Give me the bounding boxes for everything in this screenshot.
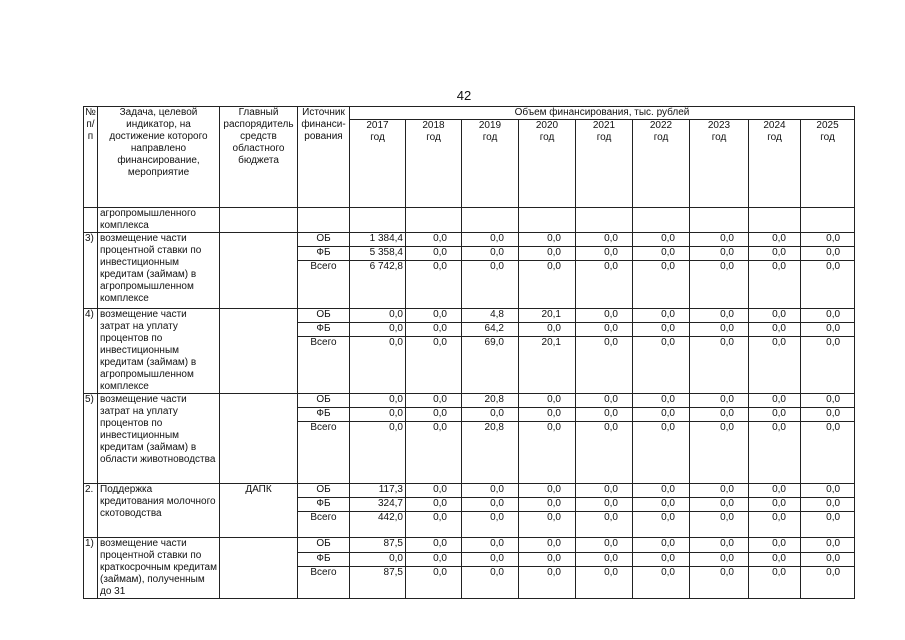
row-value [801, 208, 855, 233]
row-value: 0,0 [749, 552, 801, 567]
row-value: 0,0 [462, 567, 519, 599]
row-value: 0,0 [633, 337, 690, 394]
row-value: 0,0 [690, 337, 749, 394]
row-value: 0,0 [462, 408, 519, 422]
row-value: 0,0 [749, 309, 801, 323]
header-year: 2024 год [749, 120, 801, 208]
row-value: 0,0 [406, 552, 462, 567]
header-year: 2023 год [690, 120, 749, 208]
row-source: Всего [298, 261, 350, 309]
row-value: 0,0 [406, 567, 462, 599]
row-value: 0,0 [576, 498, 633, 512]
row-value: 0,0 [633, 323, 690, 337]
row-value: 0,0 [576, 309, 633, 323]
row-task: возмещение части затрат на уплату процентов по инвестиционным кредитам (займам) в области животноводства [98, 394, 220, 484]
row-value: 4,8 [462, 309, 519, 323]
row-task: возмещение части процентной ставки по краткосрочным кредитам (займам), полученным до 31 [98, 538, 220, 599]
row-value [462, 208, 519, 233]
row-value: 0,0 [406, 394, 462, 408]
row-value: 0,0 [576, 233, 633, 247]
row-source: ФБ [298, 498, 350, 512]
row-value: 0,0 [633, 484, 690, 498]
header-volume: Объем финансирования, тыс. рублей [350, 107, 855, 120]
row-value: 0,0 [519, 498, 576, 512]
row-value: 0,0 [801, 261, 855, 309]
row-value: 0,0 [801, 337, 855, 394]
row-value: 0,0 [406, 337, 462, 394]
row-value: 20,8 [462, 394, 519, 408]
row-manager [220, 309, 298, 394]
row-value: 0,0 [576, 261, 633, 309]
row-value: 0,0 [749, 394, 801, 408]
row-value [350, 208, 406, 233]
row-manager [220, 538, 298, 599]
row-task: Поддержка кредитования молочного скотоводства [98, 484, 220, 538]
row-source: ФБ [298, 323, 350, 337]
row-value: 0,0 [576, 512, 633, 538]
row-value: 0,0 [462, 233, 519, 247]
row-value: 0,0 [519, 484, 576, 498]
row-value: 0,0 [576, 422, 633, 484]
row-num [84, 208, 98, 233]
row-value: 0,0 [633, 408, 690, 422]
row-task: возмещение части затрат на уплату процентов по инвестиционным кредитам (займам) в агропромышленном комплексе [98, 309, 220, 394]
table-row [84, 208, 855, 233]
table-row [84, 538, 855, 553]
row-value: 0,0 [633, 512, 690, 538]
row-num: 4) [84, 309, 98, 394]
row-value [406, 208, 462, 233]
row-value: 0,0 [749, 484, 801, 498]
row-num: 1) [84, 538, 98, 599]
row-source: ОБ [298, 233, 350, 247]
row-value: 0,0 [406, 247, 462, 261]
row-value: 442,0 [350, 512, 406, 538]
header-year: 2017 год [350, 120, 406, 208]
row-value: 0,0 [462, 552, 519, 567]
row-value: 0,0 [801, 323, 855, 337]
row-value: 0,0 [749, 337, 801, 394]
row-value: 0,0 [350, 422, 406, 484]
row-value: 0,0 [519, 567, 576, 599]
table-row [84, 233, 855, 247]
row-value [519, 208, 576, 233]
row-value: 20,1 [519, 309, 576, 323]
row-value: 0,0 [519, 247, 576, 261]
row-value: 0,0 [801, 538, 855, 553]
row-value: 0,0 [576, 567, 633, 599]
row-value: 0,0 [633, 422, 690, 484]
row-value: 0,0 [690, 498, 749, 512]
row-value: 0,0 [350, 323, 406, 337]
row-value [633, 208, 690, 233]
row-value: 0,0 [749, 498, 801, 512]
table-row [84, 309, 855, 323]
row-value: 0,0 [749, 538, 801, 553]
row-value: 0,0 [801, 567, 855, 599]
row-value: 0,0 [350, 552, 406, 567]
row-value: 20,1 [519, 337, 576, 394]
row-value: 0,0 [519, 233, 576, 247]
row-value: 0,0 [690, 323, 749, 337]
header-task: Задача, целевой индикатор, на достижение которого направлено финансирование, мероприятие [98, 107, 220, 208]
row-value: 0,0 [749, 567, 801, 599]
row-value: 0,0 [690, 422, 749, 484]
row-num: 2. [84, 484, 98, 538]
row-manager: ДАПК [220, 484, 298, 538]
row-value: 0,0 [462, 512, 519, 538]
row-value: 117,3 [350, 484, 406, 498]
row-value: 0,0 [690, 512, 749, 538]
row-value: 0,0 [690, 247, 749, 261]
header-year: 2022 год [633, 120, 690, 208]
header-year: 2021 год [576, 120, 633, 208]
row-value: 0,0 [633, 498, 690, 512]
row-value: 0,0 [690, 261, 749, 309]
table-row [84, 394, 855, 408]
row-value: 0,0 [801, 309, 855, 323]
row-value: 0,0 [350, 408, 406, 422]
row-source: ОБ [298, 538, 350, 553]
row-value: 0,0 [690, 552, 749, 567]
row-value: 0,0 [633, 233, 690, 247]
row-value: 0,0 [801, 498, 855, 512]
row-value: 6 742,8 [350, 261, 406, 309]
row-value: 0,0 [801, 394, 855, 408]
row-value: 0,0 [406, 484, 462, 498]
row-value: 0,0 [576, 408, 633, 422]
row-value: 87,5 [350, 538, 406, 553]
header-year: 2019 год [462, 120, 519, 208]
row-value: 0,0 [801, 233, 855, 247]
row-value: 0,0 [801, 422, 855, 484]
row-source: ОБ [298, 484, 350, 498]
row-manager [220, 233, 298, 309]
row-value: 0,0 [749, 247, 801, 261]
row-value: 0,0 [801, 512, 855, 538]
row-source: Всего [298, 337, 350, 394]
header-num: № п/п [84, 107, 98, 208]
row-value [690, 208, 749, 233]
row-value: 0,0 [406, 309, 462, 323]
row-value: 0,0 [462, 247, 519, 261]
row-value: 0,0 [519, 408, 576, 422]
row-value: 0,0 [690, 394, 749, 408]
row-value: 0,0 [690, 233, 749, 247]
row-value: 0,0 [519, 538, 576, 553]
row-source: Всего [298, 567, 350, 599]
row-value: 0,0 [519, 552, 576, 567]
row-value: 0,0 [633, 247, 690, 261]
row-value: 0,0 [633, 261, 690, 309]
row-task: агропромышленного комплекса [98, 208, 220, 233]
row-value: 0,0 [576, 337, 633, 394]
row-value: 0,0 [519, 261, 576, 309]
row-value: 0,0 [801, 484, 855, 498]
row-value: 0,0 [801, 247, 855, 261]
row-num: 5) [84, 394, 98, 484]
table-row [84, 484, 855, 498]
row-value: 0,0 [350, 394, 406, 408]
row-value: 5 358,4 [350, 247, 406, 261]
row-manager [220, 394, 298, 484]
row-value: 0,0 [749, 233, 801, 247]
row-source: Всего [298, 512, 350, 538]
row-value: 1 384,4 [350, 233, 406, 247]
row-source: ОБ [298, 394, 350, 408]
row-value: 0,0 [690, 567, 749, 599]
row-value: 0,0 [749, 422, 801, 484]
row-value [749, 208, 801, 233]
row-value: 0,0 [633, 538, 690, 553]
row-value: 324,7 [350, 498, 406, 512]
row-value: 0,0 [749, 323, 801, 337]
row-value: 0,0 [801, 408, 855, 422]
row-value: 0,0 [462, 261, 519, 309]
header-source: Источник финанси-рования [298, 107, 350, 208]
row-value: 0,0 [801, 552, 855, 567]
row-value: 0,0 [350, 309, 406, 323]
row-value: 0,0 [690, 538, 749, 553]
row-value: 0,0 [406, 422, 462, 484]
row-value: 0,0 [633, 567, 690, 599]
row-value: 0,0 [519, 394, 576, 408]
row-value: 0,0 [633, 394, 690, 408]
header-year: 2020 год [519, 120, 576, 208]
row-value: 0,0 [406, 323, 462, 337]
row-value: 0,0 [633, 309, 690, 323]
row-value: 20,8 [462, 422, 519, 484]
row-source: ФБ [298, 408, 350, 422]
row-source: ОБ [298, 309, 350, 323]
funding-table [83, 106, 855, 599]
row-value: 0,0 [690, 309, 749, 323]
row-value [576, 208, 633, 233]
row-value: 0,0 [690, 484, 749, 498]
row-value: 0,0 [406, 498, 462, 512]
row-value: 69,0 [462, 337, 519, 394]
row-task: возмещение части процентной ставки по инвестиционным кредитам (займам) в агропромышленном комплексе [98, 233, 220, 309]
row-value: 87,5 [350, 567, 406, 599]
row-value: 0,0 [406, 512, 462, 538]
row-value: 0,0 [576, 538, 633, 553]
row-manager [220, 208, 298, 233]
row-value: 0,0 [406, 538, 462, 553]
row-value: 0,0 [406, 261, 462, 309]
row-source: ФБ [298, 247, 350, 261]
row-value: 0,0 [406, 233, 462, 247]
row-value: 0,0 [576, 484, 633, 498]
row-value: 0,0 [576, 323, 633, 337]
row-value: 0,0 [633, 552, 690, 567]
row-value: 0,0 [350, 337, 406, 394]
header-year: 2025 год [801, 120, 855, 208]
row-source: ФБ [298, 552, 350, 567]
header-year: 2018 год [406, 120, 462, 208]
row-num: 3) [84, 233, 98, 309]
row-value: 0,0 [519, 422, 576, 484]
row-value: 0,0 [462, 498, 519, 512]
row-value: 0,0 [462, 538, 519, 553]
page-number: 42 [456, 88, 472, 103]
row-source [298, 208, 350, 233]
row-value: 0,0 [519, 512, 576, 538]
row-value: 0,0 [690, 408, 749, 422]
row-source: Всего [298, 422, 350, 484]
row-value: 0,0 [749, 261, 801, 309]
row-value: 0,0 [406, 408, 462, 422]
row-value: 0,0 [576, 394, 633, 408]
row-value: 0,0 [462, 484, 519, 498]
row-value: 0,0 [749, 512, 801, 538]
row-value: 0,0 [749, 408, 801, 422]
row-value: 0,0 [519, 323, 576, 337]
row-value: 0,0 [576, 552, 633, 567]
header-manager: Главный распорядитель средств областного бюджета [220, 107, 298, 208]
row-value: 0,0 [576, 247, 633, 261]
row-value: 64,2 [462, 323, 519, 337]
